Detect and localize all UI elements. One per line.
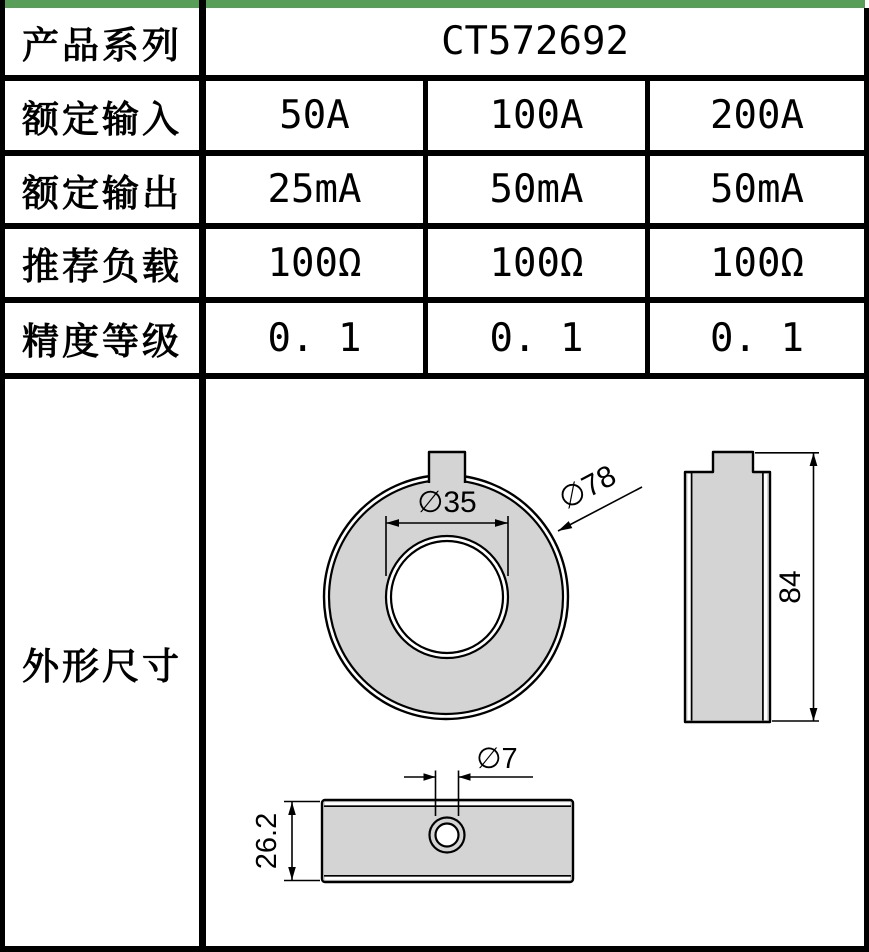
terminal-tab-front (429, 452, 465, 483)
product-series-label: 产品系列 (22, 24, 182, 66)
outer-diameter-value: ∅78 (553, 459, 622, 517)
outline-dimensions-label: 外形尺寸 (22, 645, 182, 687)
header-accent-bar-left (5, 0, 199, 8)
ring-bottom-view (251, 743, 573, 882)
dim-outer-diameter (554, 459, 642, 531)
thickness-value: 26.2 (251, 812, 283, 870)
table-border-bottom (0, 946, 869, 952)
ring-side-view (685, 452, 819, 722)
rated-input-value-1: 50A (279, 93, 350, 138)
accuracy-class-value-3: 0. 1 (710, 315, 804, 361)
inner-diameter-value: ∅35 (417, 486, 477, 519)
rated-input-label: 额定输入 (22, 98, 182, 140)
rated-output-label: 额定输出 (22, 172, 182, 214)
accuracy-class-value-1: 0. 1 (267, 315, 362, 361)
product-series-value: CT572692 (441, 19, 629, 64)
recommended-load-label: 推荐负载 (22, 246, 182, 287)
rated-output-value-1: 25mA (267, 167, 362, 212)
accuracy-class-label: 精度等级 (22, 321, 182, 362)
recommended-load-value-3: 100Ω (710, 240, 804, 286)
rated-output-value-3: 50mA (710, 167, 804, 212)
recommended-load-value-1: 100Ω (267, 240, 362, 286)
table-divider-label-column (199, 0, 206, 946)
rated-input-value-3: 200A (710, 93, 804, 138)
dim-thickness (251, 802, 320, 881)
header-accent-bar-right (206, 0, 865, 8)
outline-dimensions-drawing (206, 379, 864, 946)
recommended-load-value-2: 100Ω (489, 240, 584, 286)
mounting-hole-inner (436, 824, 459, 847)
ring-front-view (324, 452, 642, 719)
height-value: 84 (774, 570, 807, 604)
hole-diameter-value: ∅7 (476, 743, 518, 775)
rated-output-value-2: 50mA (489, 167, 584, 212)
rated-input-value-2: 100A (489, 93, 584, 138)
accuracy-class-value-2: 0. 1 (489, 315, 584, 361)
